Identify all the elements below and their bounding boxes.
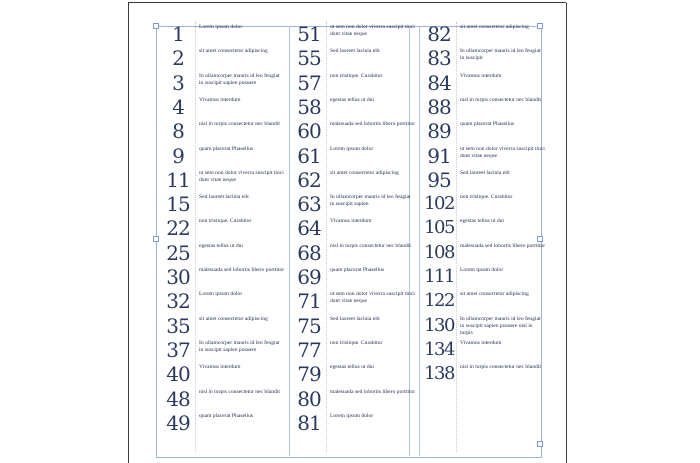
entry-text: malesuada sed lobortis libero porttitor [460,242,546,249]
index-entry [292,289,414,315]
entry-number: 48 [166,386,190,411]
entry-number: 79 [297,362,321,387]
entry-number: 57 [297,70,321,95]
entry-text: nisl in turpis consectetur nec blandit [199,121,280,128]
index-entry [161,168,283,194]
index-entry [292,71,414,97]
entry-number: 134 [424,338,454,360]
entry-number: 91 [427,143,451,168]
entry-number: 30 [166,265,190,289]
entry-number: 77 [297,337,321,362]
index-entry [161,265,283,291]
entry-text: Lorem ipsum dolor [199,291,243,298]
entry-number: 32 [166,289,190,314]
column-guide-2-right [419,26,420,456]
entry-number: 108 [424,241,454,263]
entry-number: 51 [297,22,321,46]
entry-number: 9 [172,143,184,168]
index-entry [292,241,414,267]
entry-number: 40 [166,362,190,387]
entry-text: In ullamcorper mauris id leo feugiat in suscipit sapien posuere [199,72,280,86]
entry-text: Vivamus interdum [199,96,241,103]
index-entry [292,338,414,364]
entry-number: 49 [166,410,190,435]
index-entry [292,22,414,48]
entry-number: 4 [172,94,184,119]
entry-number: 88 [427,94,451,119]
index-entry [422,338,544,364]
entry-text: nisl in turpis consectetur nec blandit [199,388,280,395]
entry-text: egestas tellus ut dui [199,242,243,249]
index-entry [161,46,283,72]
entry-text: Sed laoreet lacinia elit [330,48,380,55]
index-entry [422,314,544,340]
entry-text: ut sem non dolor viverra suscipit tinci dunt vitae neque [330,24,415,37]
entry-number: 122 [424,290,454,312]
column-guide-1-right [289,26,290,456]
index-entry [422,46,544,72]
index-entry [161,192,283,218]
index-entry [292,387,414,413]
entry-text: sit amet consectetur adipiscing [199,315,268,322]
entry-text: ut sem non dolor viverra suscipit tinci dunt vitae neque [199,169,284,183]
index-entry [292,192,414,218]
entry-text: nisl in turpis consectetur nec blandit [460,364,541,371]
entry-number: 60 [297,119,321,144]
entry-text: Sed laoreet lacinia elit [460,169,510,176]
entry-text: quam placerat Phasellus [330,267,385,273]
entry-text: egestas tellus ut dui [330,96,374,103]
index-entry [161,289,283,315]
entry-number: 71 [297,289,321,314]
index-entry [161,22,283,48]
index-entry [422,144,544,170]
entry-text: malesuada sed lobortis libero porttitor [330,121,416,128]
entry-number: 80 [297,386,321,411]
entry-number: 1 [172,22,184,46]
index-entry [422,71,544,97]
entry-text: sit amet consectetur adipiscing [330,169,399,176]
entry-number: 84 [427,70,451,95]
index-entry [292,168,414,194]
entry-number: 25 [166,240,190,265]
entry-text: quam placerat Phasellus [460,121,515,128]
entry-number: 35 [166,313,190,338]
entry-number: 15 [166,192,190,217]
entry-number: 63 [297,192,321,217]
entry-number: 95 [427,167,451,192]
entry-number: 81 [297,410,321,435]
index-entry [161,144,283,170]
entry-number: 11 [166,167,190,192]
index-entry [161,119,283,145]
entry-number: 83 [427,46,451,71]
entry-number: 130 [424,314,454,336]
index-entry [292,119,414,145]
entry-number: 8 [172,119,184,144]
entry-text: quam placerat Phasellus [199,145,254,152]
index-entry [292,46,414,72]
entry-number: 105 [424,217,454,239]
entry-number: 37 [166,337,190,362]
index-entry [292,216,414,242]
frame-handle-mid-left[interactable] [153,236,159,242]
entry-number: 22 [166,216,190,241]
entry-number: 62 [297,167,321,192]
entry-number: 89 [427,119,451,144]
entry-number: 64 [297,216,321,241]
entry-number: 3 [172,70,184,95]
entry-text: Vivamus interdum [199,364,241,371]
entry-number: 69 [297,265,321,289]
index-entry [422,216,544,242]
entry-text: In ullamcorper mauris id leo feugiat in suscipit [460,48,541,62]
index-entry [292,265,414,291]
entry-text: egestas tellus ut dui [330,364,374,371]
index-entry [161,71,283,97]
entry-text: Sed laoreet lacinia elit [330,315,380,322]
index-entry [161,387,283,413]
index-entry [422,289,544,315]
entry-text: malesuada sed lobortis libero porttitor [199,267,285,273]
entry-text: sit amet consectetur adipiscing [460,291,529,298]
entry-text: nisl in turpis consectetur nec blandit [330,242,411,249]
index-entry [161,411,283,437]
index-entry [422,22,544,48]
entry-text: Vivamus interdum [460,339,502,346]
entry-text: Vivamus interdum [460,72,502,79]
entry-number: 58 [297,94,321,119]
frame-handle-bottom-right[interactable] [537,441,543,447]
index-entry [161,338,283,364]
entry-number: 61 [297,143,321,168]
index-entry [422,265,544,291]
index-entry [292,362,414,388]
entry-text: non tristique. Curabitur [330,72,383,79]
entry-text: non tristique. Curabitur [330,339,383,346]
index-entry [161,362,283,388]
entry-text: ut sem non dolor viverra suscipit tinci dunt vitae neque [330,291,415,305]
entry-text: Sed laoreet lacinia elit [199,194,249,201]
index-entry [161,241,283,267]
entry-text: ut sem non dolor viverra suscipit tinci dunt vitae neque [460,145,545,159]
entry-text: sit amet consectetur adipiscing [460,24,529,30]
index-entry [161,216,283,242]
entry-text: quam placerat Phasellus [199,412,254,419]
entry-text: egestas tellus ut dui [460,218,504,225]
entry-number: 2 [172,46,184,71]
entry-text: Lorem ipsum dolor [330,412,374,419]
entry-text: malesuada sed lobortis libero porttitor [330,388,416,395]
index-entry [292,95,414,121]
index-entry [422,119,544,145]
frame-handle-top-left[interactable] [153,23,159,29]
index-entry [292,411,414,437]
entry-text: sit amet consectetur adipiscing [199,48,268,55]
entry-text: non tristique. Curabitur [199,218,252,225]
entry-text: In ullamcorper mauris id leo feugiat in suscipit sapien posuere nisl in turpis [460,315,541,336]
index-entry [422,192,544,218]
entry-number: 68 [297,240,321,265]
entry-number: 138 [424,363,454,385]
entry-text: Vivamus interdum [330,218,372,225]
index-entry [422,168,544,194]
entry-text: nisl in turpis consectetur nec blandit [460,96,541,103]
index-entry [161,314,283,340]
entry-text: In ullamcorper mauris id leo feugiat in suscipit sapien posuere [199,339,280,353]
entry-text: In ullamcorper mauris id leo feugiat in suscipit sapien [330,194,411,208]
index-entry [422,95,544,121]
entry-number: 102 [424,193,454,215]
entry-text: non tristique. Curabitur [460,194,513,201]
index-entry [422,241,544,267]
index-entry [422,362,544,388]
entry-number: 111 [424,266,454,287]
index-entry [292,144,414,170]
entry-text: Lorem ipsum dolor [199,24,243,30]
entry-text: Lorem ipsum dolor [460,267,504,273]
entry-number: 55 [297,46,321,71]
entry-number: 75 [297,313,321,338]
entry-text: Lorem ipsum dolor [330,145,374,152]
index-entry [161,95,283,121]
entry-number: 82 [427,22,451,46]
index-entry [292,314,414,340]
